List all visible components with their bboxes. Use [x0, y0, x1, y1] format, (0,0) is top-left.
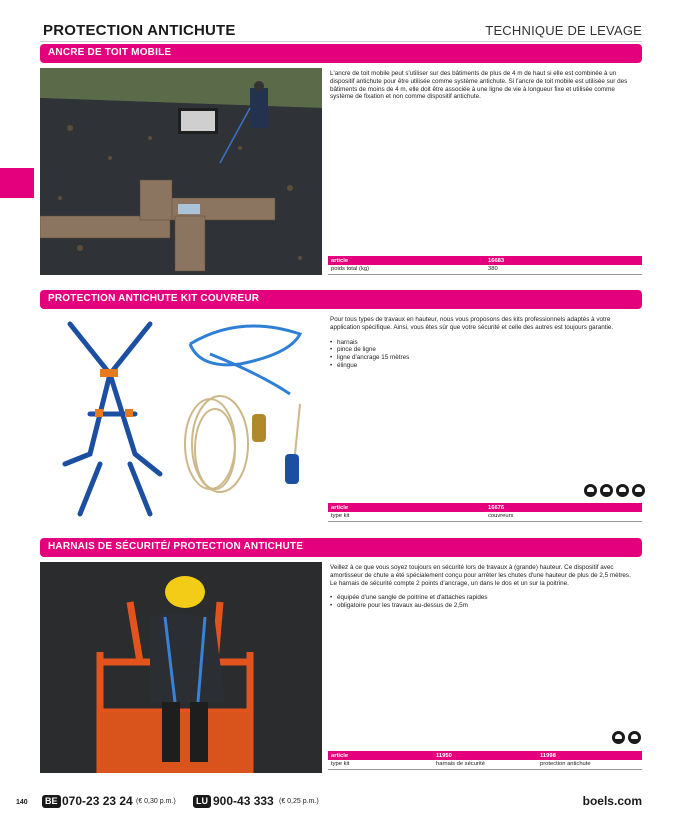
table-row — [328, 512, 642, 521]
table-header-cell: 11950 — [433, 751, 537, 760]
page-number: 140 — [16, 799, 28, 806]
roof-anchor-description — [330, 70, 636, 108]
table-header-row — [328, 751, 642, 760]
table-header-row — [328, 503, 642, 512]
roof-anchor-spec-table — [328, 256, 642, 275]
table-header-cell: article — [328, 751, 433, 760]
description-paragraph: Veillez à ce que vous soyez toujours en sécurité lors de travaux à (grande) hauteur. Ce dispositif avec amortisseur de chute a été spécialement conçu pour arrêter les chutes d'une hauteur de plus de 2,5 mètres. Le harnais de sécurité compte 2 points d'ancrage, un dans le dos et un sur la poitrine. — [330, 564, 631, 587]
section-header-roof-anchor — [40, 44, 642, 63]
country-badge-lu: LU — [193, 795, 211, 808]
list-item: • équipée d'une sangle de poitrine et d'attaches rapides — [330, 594, 636, 602]
table-header-cell: article — [328, 256, 485, 265]
eye-protection-icon — [628, 731, 641, 744]
list-item: • harnais — [330, 339, 636, 347]
helmet-icon — [616, 484, 629, 497]
phone-number-be[interactable]: 070-23 23 24 — [62, 794, 133, 808]
website-link[interactable]: boels.com — [582, 794, 642, 808]
safety-harness-description — [330, 564, 636, 610]
roofer-kit-spec-table — [328, 503, 642, 522]
page-footer — [0, 794, 676, 810]
roof-anchor-photo — [40, 68, 322, 275]
call-price-lu: (€ 0,25 p.m.) — [279, 798, 319, 805]
eye-protection-icon — [632, 484, 645, 497]
phone-number-lu[interactable]: 900-43 333 — [213, 794, 274, 808]
table-header-cell: 16683 — [485, 256, 642, 265]
table-row — [328, 760, 642, 769]
table-header-cell: article — [328, 503, 485, 512]
table-cell: type kit — [328, 760, 433, 769]
helmet-icon — [612, 731, 625, 744]
roofer-kit-description — [330, 316, 636, 370]
table-cell: poids total (kg) — [328, 265, 485, 274]
safety-shoes-icon — [584, 484, 597, 497]
category-title: TECHNIQUE DE LEVAGE — [485, 23, 642, 38]
page-title: PROTECTION ANTICHUTE — [43, 22, 236, 39]
side-tab-marker — [0, 168, 34, 198]
table-row — [328, 265, 642, 274]
feature-list — [330, 594, 636, 610]
gloves-icon — [600, 484, 613, 497]
table-cell: harnais de sécurité — [433, 760, 537, 769]
section-header-safety-harness — [40, 538, 642, 557]
safety-harness-safety-icons — [612, 731, 641, 744]
table-cell: couvreurs — [485, 512, 642, 521]
table-cell: 380 — [485, 265, 642, 274]
list-item: • ligne d'ancrage 15 mètres — [330, 354, 636, 362]
country-badge-be: BE — [42, 795, 61, 808]
list-item: • élingue — [330, 362, 636, 370]
table-header-cell: 16676 — [485, 503, 642, 512]
roofer-kit-photo — [40, 314, 322, 522]
section-header-roofer-kit — [40, 290, 642, 309]
list-item: • obligatoire pour les travaux au-dessus de 2,5m — [330, 602, 636, 610]
table-header-cell: 11998 — [537, 751, 642, 760]
page-header — [40, 20, 642, 42]
safety-harness-spec-table — [328, 751, 642, 770]
safety-harness-photo — [40, 562, 322, 773]
section-title: ANCRE DE TOIT MOBILE — [48, 47, 172, 58]
table-cell: type kit — [328, 512, 485, 521]
section-title: HARNAIS DE SÉCURITÉ/ PROTECTION ANTICHUTE — [48, 541, 304, 552]
call-price-be: (€ 0,30 p.m.) — [136, 798, 176, 805]
description-paragraph: L'ancre de toit mobile peut s'utiliser sur des bâtiments de plus de 4 m de haut si elle est combinée à un dispositif antichute pour être utilisée comme système antichute. Si l'ancre de toit mobile est utilisée sur des bâtiments de moins de 4 m, elle doit être associée à une ligne de vie à longueur fixe et utilisée comme système de fixation et non comme dispositif antichute. — [330, 70, 628, 101]
table-cell: protection antichute — [537, 760, 642, 769]
feature-list — [330, 339, 636, 370]
list-item: • pince de ligne — [330, 346, 636, 354]
roofer-kit-safety-icons — [584, 484, 645, 497]
section-title: PROTECTION ANTICHUTE KIT COUVREUR — [48, 293, 260, 304]
table-header-row — [328, 256, 642, 265]
description-paragraph: Pour tous types de travaux en hauteur, nous vous proposons des kits professionnels adaptés à votre application spécifique. Ainsi, vous êtes sûr que votre sécurité et celle des autres est toujours garantie. — [330, 316, 614, 331]
